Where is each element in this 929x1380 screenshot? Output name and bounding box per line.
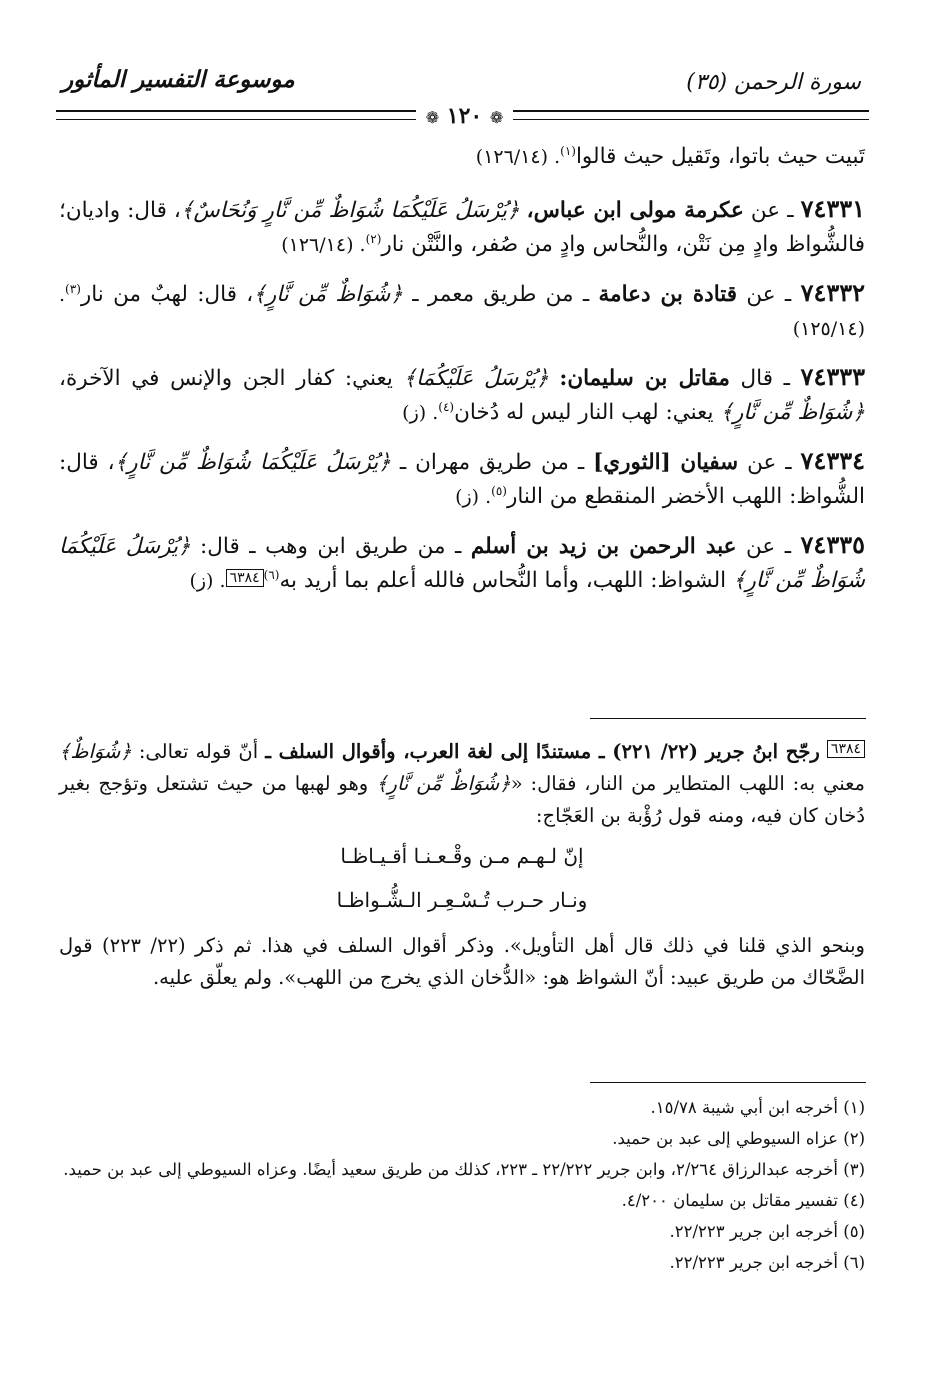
volume-reference: . (١٢٥/١٤) (59, 284, 865, 340)
poetry-verse: إنّ لـهـم مـن وقْـعـنـا أقـيـاظـا (340, 844, 584, 868)
footnote-separator (590, 1082, 866, 1083)
ornament-icon: ❁ (489, 108, 504, 127)
volume-reference: . (ز) (189, 570, 226, 592)
volume-reference: . (ز) (455, 486, 492, 508)
volume-reference: . (١٢٦/١٤) (475, 146, 561, 168)
volume-reference: . (ز) (402, 402, 439, 424)
quran-quote: ﴿يُرْسَلُ عَلَيْكُمَا شُوَاظٌ مِّن نَّارٍ وَنُحَاسٌ﴾ (180, 198, 527, 223)
footnote: (٥) أخرجه ابن جرير ٢٢/٢٢٣. (669, 1222, 865, 1241)
quran-quote: ﴿شُوَاظٌ مِّن نَّارٍ﴾ (720, 400, 865, 425)
quran-quote: ﴿يُرْسَلُ عَلَيْكُمَا﴾ (403, 366, 560, 391)
footnote: (١) أخرجه ابن أبي شيبة ١٥/٧٨. (650, 1098, 865, 1117)
entry-number: ٧٤٣٣٤ (800, 446, 865, 475)
narrator-name: قتادة بن دعامة (598, 282, 738, 307)
entry-number: ٧٤٣٣١ (800, 194, 866, 223)
commentary-heading: رجّح ابنُ جرير (٢٢/ ٢٢١) ـ مستندًا إلى لغة العرب، وأقوال السلف ـ (265, 740, 820, 763)
footnote-marker: (٤) (438, 399, 455, 414)
footnote-marker: (٣) (65, 281, 81, 296)
volume-reference: . (١٢٦/١٤) (281, 234, 366, 256)
footnote: (٢) عزاه السيوطي إلى عبد بن حميد. (612, 1129, 865, 1148)
narration-entry: ٧٤٣٣٥ ـ عن عبد الرحمن بن زيد بن أسلم ـ من طريق ابن وهب ـ قال: ﴿يُرْسَلُ عَلَيْكُمَا شُوَاظٌ مِّن نَّارٍ﴾ الشواظ: اللهب، وأما النُّحاس فالله أعلم بما أريد به$^{(٦)}$٦٣٨٤. (ز) (59, 530, 865, 593)
commentary-block: ٦٣٨٤ رجّح ابنُ جرير (٢٢/ ٢٢١) ـ مستندًا إلى لغة العرب، وأقوال السلف ـ أنّ قوله تعالى: ﴿شُوَاظٌ﴾ معني به: اللهب المتطاير من النار، فقال: «﴿شُوَاظٌ مِّن نَّارٍ﴾ وهو لهبها من حيث تشتعل وتؤجج بغير دُخان كان فيه، ومنه قول رُؤْبة بن العَجّاج: إنّ لـهـم مـن وقْـعـنـا أقـيـاظـا ونـار حـرب تُـسْـعِـر الـشُّـواظـا وبنحو الذي قلنا في ذلك قال أهل التأويل». وذكر أقوال السلف في هذا. ثم ذكر (٢٢/ ٢٢٣) قول الضَّحّاك من طريق عبيد: أنّ الشواظ هو: «الدُّخان الذي يخرج من اللهب». ولم يعلّق عليه. (59, 736, 865, 994)
footnote: (٦) أخرجه ابن جرير ٢٢/٢٢٣. (669, 1253, 865, 1272)
quran-quote: ﴿شُوَاظٌ﴾ (59, 740, 132, 763)
quran-quote: ﴿يُرْسَلُ عَلَيْكُمَا شُوَاظٌ مِّن نَّارٍ﴾ (59, 534, 865, 593)
page-number: ❁ ١٢٠ ❁ (416, 103, 514, 131)
quran-quote: ﴿شُوَاظٌ مِّن نَّارٍ﴾ (376, 772, 511, 795)
commentary-paragraph: وبنحو الذي قلنا في ذلك قال أهل التأويل». وذكر أقوال السلف في هذا. ثم ذكر (٢٢/ ٢٢٣) قول الضَّحّاك من طريق عبيد: أنّ الشواظ هو: «الدُّخان الذي يخرج من اللهب». ولم يعلّق عليه. (59, 934, 865, 989)
entry-number: ٧٤٣٣٣ (800, 362, 865, 391)
narrator-name: عبد الرحمن بن زيد بن أسلم (470, 534, 737, 559)
footnote-marker: (٦) (263, 567, 280, 582)
running-header-book-title: موسوعة التفسير المأثور (62, 66, 295, 93)
ornament-icon: ❁ (425, 108, 440, 127)
footnotes (59, 1094, 865, 1280)
narration-entry: ٧٤٣٣٤ ـ عن سفيان [الثوري] ـ من طريق مهران ـ ﴿يُرْسَلُ عَلَيْكُمَا شُوَاظٌ مِّن نَّارٍ﴾، قال: الشُّواظ: اللهب الأخضر المنقطع من النار$^{(٥)}$. (ز) (59, 446, 865, 509)
poetry-verse: ونـار حـرب تُـسْـعِـر الـشُّـواظـا (336, 888, 588, 912)
commentary-number-box: ٦٣٨٤ (827, 740, 865, 758)
commentary-ref-box: ٦٣٨٤ (226, 569, 264, 587)
footnote-marker: (٥) (491, 483, 507, 498)
narrator-name: عكرمة مولى ابن عباس، (526, 198, 744, 223)
narration-entry: ٧٤٣٣١ ـ عن عكرمة مولى ابن عباس، ﴿يُرْسَلُ عَلَيْكُمَا شُوَاظٌ مِّن نَّارٍ وَنُحَاسٌ﴾، قال: واديان؛ فالشُّواظ وادٍ مِن نَتْن، والنُّحاس وادٍ من صُفر، والنَّتْن نار$^{(٢)}$. (١٢٦/١٤) (59, 194, 866, 257)
narrator-name: مقاتل بن سليمان: (559, 366, 730, 391)
running-header-surah: سورة الرحمن (٣٥) (686, 70, 861, 95)
quran-quote: ﴿شُوَاظٌ مِّن نَّارٍ﴾ (253, 282, 403, 307)
entry-number: ٧٤٣٣٥ (800, 530, 865, 559)
commentary-separator (590, 718, 866, 719)
footnote: (٤) تفسير مقاتل بن سليمان ٤/٢٠٠. (621, 1191, 865, 1210)
narration-entry: ٧٤٣٣٣ ـ قال مقاتل بن سليمان: ﴿يُرْسَلُ عَلَيْكُمَا﴾ يعني: كفار الجن والإنس في الآخرة، ﴿شُوَاظٌ مِّن نَّارٍ﴾ يعني: لهب النار ليس له دُخان$^{(٤)}$. (ز) (59, 362, 865, 425)
footnote: (٣) أخرجه عبدالرزاق ٢/٢٦٤، وابن جرير ٢٢/٢٢٢ ـ ٢٢٣، كذلك من طريق سعيد أيضًا. وعزاه السيوطي إلى عبد بن حميد. (63, 1160, 865, 1179)
entry-number: ٧٤٣٣٢ (800, 278, 866, 307)
continuation-paragraph: تَبيت حيث باتوا، وتَقيل حيث قالوا$^{(١)}$. (١٢٦/١٤) (475, 143, 865, 169)
narrator-name: سفيان [الثوري] (593, 450, 739, 475)
footnote-marker: (٢) (365, 231, 382, 246)
main-text (59, 140, 865, 612)
footnote-marker: (١) (560, 143, 576, 158)
narration-entry: ٧٤٣٣٢ ـ عن قتادة بن دعامة ـ من طريق معمر ـ ﴿شُوَاظٌ مِّن نَّارٍ﴾، قال: لهبٌ من نار$^{(٣)}$. (١٢٥/١٤) (59, 278, 866, 340)
quran-quote: ﴿يُرْسَلُ عَلَيْكُمَا شُوَاظٌ مِّن نَّارٍ﴾ (114, 450, 391, 475)
